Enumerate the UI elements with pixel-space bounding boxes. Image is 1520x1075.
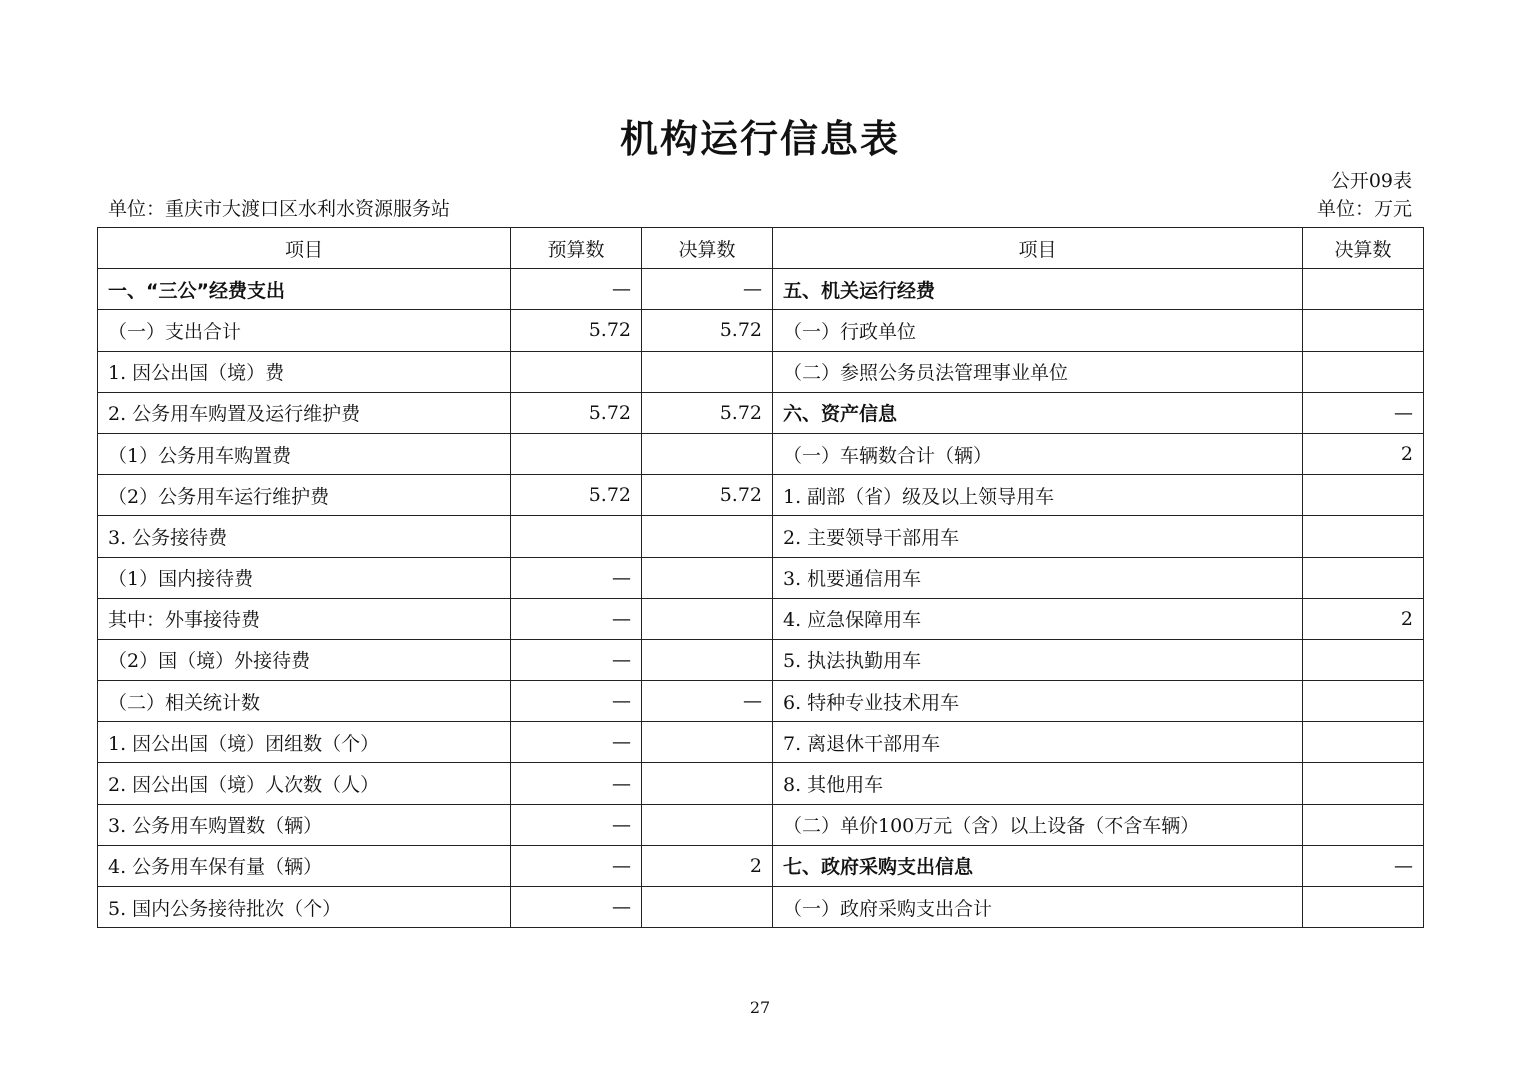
row-item-right: 2. 主要领导干部用车 xyxy=(773,516,1303,557)
row-item-left: 3. 公务用车购置数（辆） xyxy=(98,804,511,845)
header-final-left: 决算数 xyxy=(642,228,773,269)
table-row xyxy=(98,722,1424,763)
row-final xyxy=(642,557,773,598)
row-item-left: 2. 公务用车购置及运行维护费 xyxy=(98,392,511,433)
row-budget: 5.72 xyxy=(511,392,642,433)
row-final: 5.72 xyxy=(642,310,773,351)
table-row xyxy=(98,804,1424,845)
table-row xyxy=(98,310,1424,351)
row-item-left: （2）国（境）外接待费 xyxy=(98,639,511,680)
row-final-right xyxy=(1303,475,1424,516)
row-final: 2 xyxy=(642,845,773,886)
row-final-right xyxy=(1303,681,1424,722)
row-item-right: （一）政府采购支出合计 xyxy=(773,887,1303,928)
table-row xyxy=(98,681,1424,722)
row-item-left: （1）国内接待费 xyxy=(98,557,511,598)
info-table xyxy=(97,227,1424,928)
table-row xyxy=(98,845,1424,886)
table-row xyxy=(98,557,1424,598)
row-final xyxy=(642,433,773,474)
row-final-right: — xyxy=(1303,845,1424,886)
row-item-left: 4. 公务用车保有量（辆） xyxy=(98,845,511,886)
table-row xyxy=(98,433,1424,474)
row-final xyxy=(642,887,773,928)
unit-name: 单位：重庆市大渡口区水利水资源服务站 xyxy=(108,198,451,220)
row-final xyxy=(642,639,773,680)
row-final-right xyxy=(1303,310,1424,351)
table-row xyxy=(98,598,1424,639)
header-budget: 预算数 xyxy=(511,228,642,269)
row-item-right: （一）车辆数合计（辆） xyxy=(773,433,1303,474)
row-item-right: （一）行政单位 xyxy=(773,310,1303,351)
table-row xyxy=(98,392,1424,433)
row-final-right: — xyxy=(1303,392,1424,433)
row-item-right: 4. 应急保障用车 xyxy=(773,598,1303,639)
row-budget: 5.72 xyxy=(511,310,642,351)
row-item-right: 七、政府采购支出信息 xyxy=(773,845,1303,886)
row-final-right xyxy=(1303,269,1424,310)
table-header-row xyxy=(98,228,1424,269)
row-final xyxy=(642,598,773,639)
row-item-left: （一）支出合计 xyxy=(98,310,511,351)
table-row xyxy=(98,351,1424,392)
row-budget: — xyxy=(511,598,642,639)
row-item-right: 1. 副部（省）级及以上领导用车 xyxy=(773,475,1303,516)
row-budget xyxy=(511,516,642,557)
row-final xyxy=(642,804,773,845)
row-final xyxy=(642,516,773,557)
row-item-right: 3. 机要通信用车 xyxy=(773,557,1303,598)
header-item-right: 项目 xyxy=(773,228,1303,269)
row-item-right: （二）单价100万元（含）以上设备（不含车辆） xyxy=(773,804,1303,845)
row-item-left: 3. 公务接待费 xyxy=(98,516,511,557)
row-final-right xyxy=(1303,351,1424,392)
row-final: 5.72 xyxy=(642,392,773,433)
row-item-left: （1）公务用车购置费 xyxy=(98,433,511,474)
row-item-right: 六、资产信息 xyxy=(773,392,1303,433)
row-final: 5.72 xyxy=(642,475,773,516)
header-item-left: 项目 xyxy=(98,228,511,269)
row-final xyxy=(642,722,773,763)
row-item-left: 1. 因公出国（境）费 xyxy=(98,351,511,392)
row-final-right xyxy=(1303,804,1424,845)
row-final: — xyxy=(642,681,773,722)
page-number: 27 xyxy=(749,998,771,1017)
row-budget: — xyxy=(511,269,642,310)
row-item-left: 一、“三公”经费支出 xyxy=(98,269,511,310)
row-item-left: （二）相关统计数 xyxy=(98,681,511,722)
row-item-right: 6. 特种专业技术用车 xyxy=(773,681,1303,722)
row-item-right: 7. 离退休干部用车 xyxy=(773,722,1303,763)
row-item-left: 5. 国内公务接待批次（个） xyxy=(98,887,511,928)
row-budget: — xyxy=(511,639,642,680)
table-row xyxy=(98,763,1424,804)
row-budget: — xyxy=(511,887,642,928)
table-row xyxy=(98,516,1424,557)
row-final-right xyxy=(1303,763,1424,804)
row-final-right xyxy=(1303,639,1424,680)
row-budget: — xyxy=(511,557,642,598)
table-row xyxy=(98,475,1424,516)
row-budget: — xyxy=(511,845,642,886)
row-budget: 5.72 xyxy=(511,475,642,516)
row-final-right xyxy=(1303,722,1424,763)
unit-measure: 单位：万元 xyxy=(1316,198,1412,220)
row-budget: — xyxy=(511,763,642,804)
table-row xyxy=(98,887,1424,928)
page-title: 机构运行信息表 xyxy=(619,117,900,161)
row-item-left: 其中：外事接待费 xyxy=(98,598,511,639)
row-final-right xyxy=(1303,516,1424,557)
table-row xyxy=(98,269,1424,310)
header-final-right: 决算数 xyxy=(1303,228,1424,269)
row-item-right: （二）参照公务员法管理事业单位 xyxy=(773,351,1303,392)
row-final xyxy=(642,763,773,804)
row-item-left: （2）公务用车运行维护费 xyxy=(98,475,511,516)
row-item-right: 8. 其他用车 xyxy=(773,763,1303,804)
row-final-right xyxy=(1303,557,1424,598)
row-final-right: 2 xyxy=(1303,598,1424,639)
row-final-right: 2 xyxy=(1303,433,1424,474)
row-final: — xyxy=(642,269,773,310)
form-number: 公开09表 xyxy=(1330,170,1412,192)
table-row xyxy=(98,639,1424,680)
row-item-left: 2. 因公出国（境）人次数（人） xyxy=(98,763,511,804)
row-budget: — xyxy=(511,681,642,722)
row-item-right: 5. 执法执勤用车 xyxy=(773,639,1303,680)
row-item-left: 1. 因公出国（境）团组数（个） xyxy=(98,722,511,763)
row-budget xyxy=(511,433,642,474)
row-budget: — xyxy=(511,804,642,845)
row-item-right: 五、机关运行经费 xyxy=(773,269,1303,310)
row-final xyxy=(642,351,773,392)
row-budget xyxy=(511,351,642,392)
row-final-right xyxy=(1303,887,1424,928)
row-budget: — xyxy=(511,722,642,763)
